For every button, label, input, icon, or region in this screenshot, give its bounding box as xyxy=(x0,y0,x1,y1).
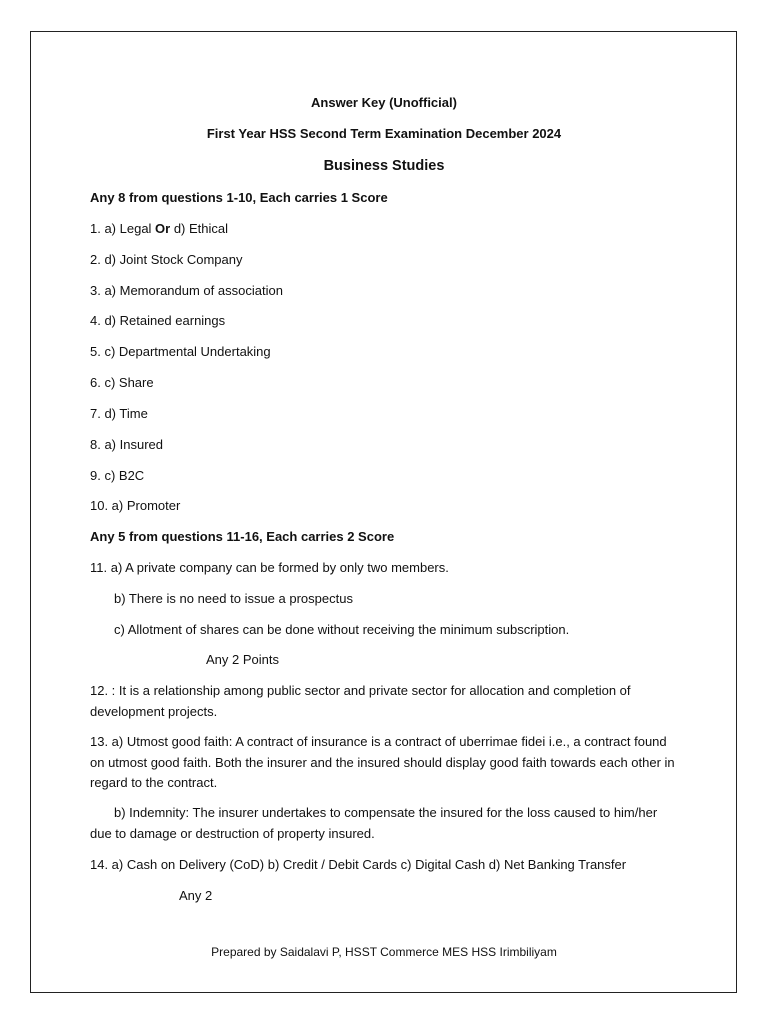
answer-item-4: 4. d) Retained earnings xyxy=(90,313,226,328)
q14-answer: 14. a) Cash on Delivery (CoD) b) Credit / Debit Cards c) Digital Cash d) Net Banking Transfer xyxy=(90,857,627,872)
section2-heading: Any 5 from questions 11-16, Each carries 2 Score xyxy=(90,529,395,544)
answer-1-part-a: 1. a) Legal xyxy=(90,221,156,236)
q11-point-c: c) Allotment of shares can be done without receiving the minimum subscription. xyxy=(114,622,570,637)
footer-credit: Prepared by Saidalavi P, HSST Commerce MES HSS Irimbiliyam xyxy=(211,945,557,959)
answer-item-3: 3. a) Memorandum of association xyxy=(90,283,283,298)
answer-item-6: 6. c) Share xyxy=(90,375,154,390)
answer-item-8: 8. a) Insured xyxy=(90,437,163,452)
q13-point-b: b) Indemnity: The insurer undertakes to compensate the insured for the loss caused to him/her due to damage or destruction of property insured. xyxy=(90,805,658,841)
q12-answer: 12. : It is a relationship among public sector and private sector for allocation and completion of development projects. xyxy=(90,683,631,719)
subject-title: Business Studies xyxy=(323,158,445,174)
section1-heading: Any 8 from questions 1-10, Each carries 1 Score xyxy=(90,190,388,205)
q13-point-a: 13. a) Utmost good faith: A contract of insurance is a contract of uberrimae fidei i.e., a contract found on utmost good faith. Both the insurer and the insured should display good faith towards each other in regard to the contract. xyxy=(90,734,675,790)
answer-item-5: 5. c) Departmental Undertaking xyxy=(90,344,271,359)
q11-point-b: b) There is no need to issue a prospectus xyxy=(114,591,353,606)
answer-item-7: 7. d) Time xyxy=(90,406,148,421)
answer-item-9: 9. c) B2C xyxy=(90,468,145,483)
answer-item-1 xyxy=(90,219,228,240)
answer-item-10: 10. a) Promoter xyxy=(90,498,181,513)
q11-point-a: 11. a) A private company can be formed by only two members. xyxy=(90,560,449,575)
q11-note: Any 2 Points xyxy=(206,652,279,667)
doc-title: Answer Key (Unofficial) xyxy=(311,95,457,110)
q14-note: Any 2 xyxy=(179,888,213,903)
answer-item-2: 2. d) Joint Stock Company xyxy=(90,252,243,267)
exam-title: First Year HSS Second Term Examination December 2024 xyxy=(206,126,562,141)
answer-1-or: Or xyxy=(155,221,171,236)
answer-1-part-d: d) Ethical xyxy=(170,221,229,236)
